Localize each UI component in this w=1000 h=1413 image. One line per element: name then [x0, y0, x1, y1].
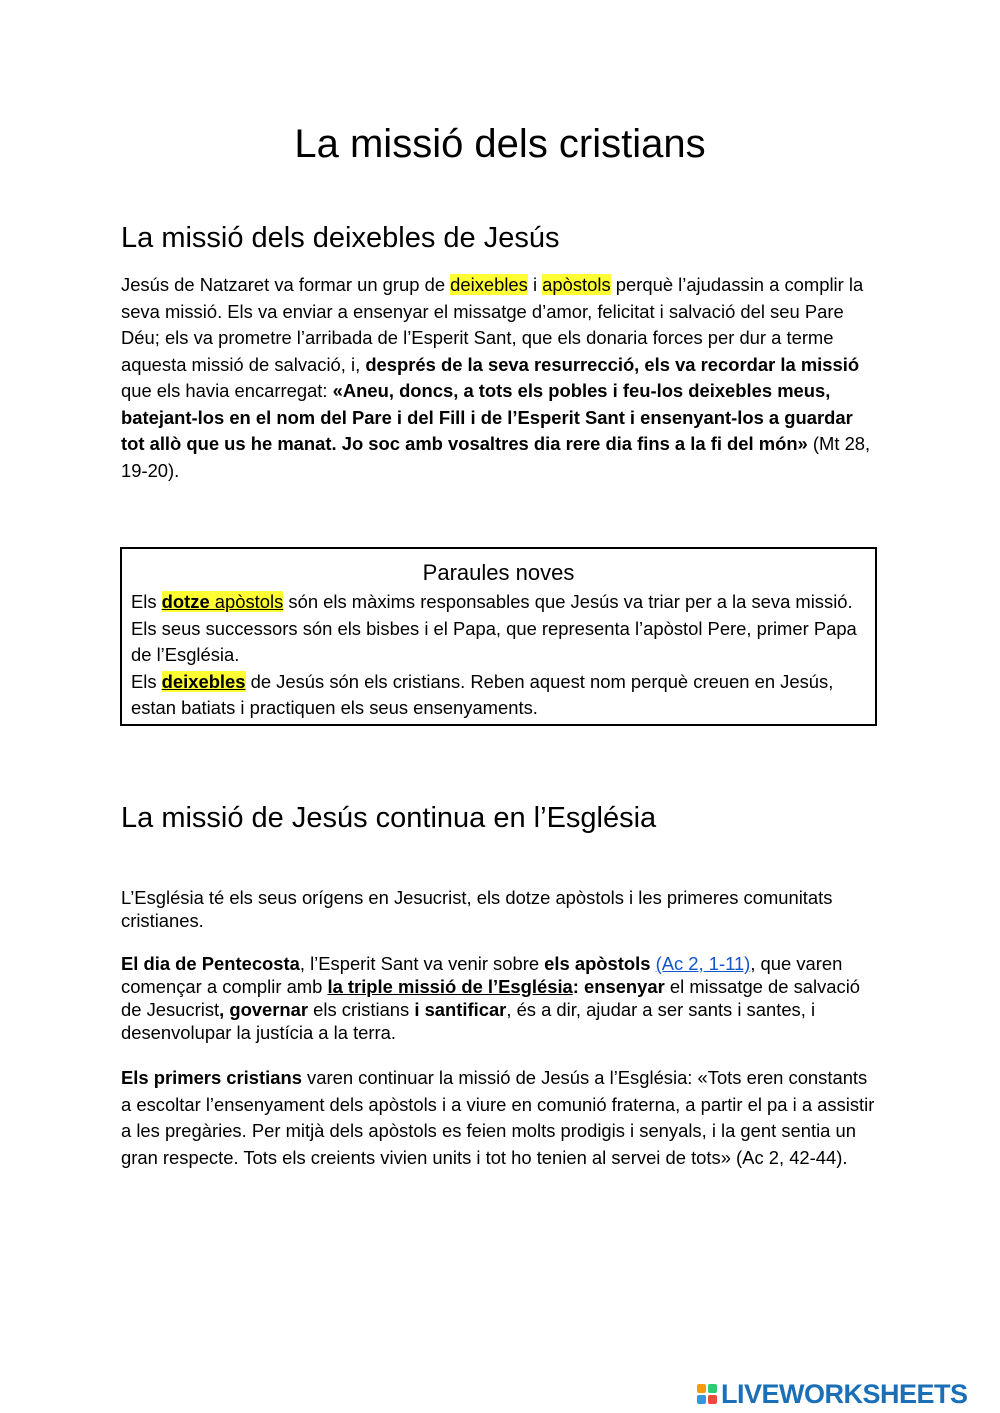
text-run: , que varen començar a complir amb — [121, 953, 843, 997]
vocabulary-box-text — [131, 589, 866, 722]
bold-text: El dia de Pentecosta — [121, 953, 300, 974]
text-run: els cristians — [308, 999, 415, 1020]
bold-text: dotze — [161, 591, 210, 612]
paragraph-origens: L’Església té els seus orígens en Jesucrist, els dotze apòstols i les primeres comunitats cristianes. — [121, 887, 833, 931]
bold-text: , governar — [219, 999, 309, 1020]
bold-text: els apòstols — [544, 953, 651, 974]
section-heading-deixebles: La missió dels deixebles de Jesús — [121, 222, 560, 254]
bold-underlined-text: la triple missió de l’Església — [327, 976, 573, 997]
bible-reference-link[interactable]: (Ac 2, 1-11) — [655, 953, 751, 974]
text-run: Els — [131, 670, 162, 692]
logo-text: LIVEWORKSHEETS — [721, 1378, 968, 1409]
section-paragraph-deixebles — [121, 272, 881, 484]
highlight-dotze-apostols — [162, 591, 284, 612]
text-run: apòstols — [209, 591, 284, 612]
paragraph-primers-cristians — [121, 1065, 881, 1171]
text-run: i — [527, 274, 543, 295]
paragraph-pentecosta — [121, 952, 881, 1044]
text-run: de Jesús són els cristians. Reben aquest nom perquè creuen en Jesús, estan batiats i practiquen els seus ensenyaments. — [131, 670, 834, 718]
text-run: Els — [131, 591, 162, 612]
page-title: La missió dels cristians — [294, 122, 706, 166]
text-run: , l’Esperit Sant va venir sobre — [299, 953, 545, 974]
highlight-deixebles: deixebles — [450, 274, 528, 295]
bold-text: : ensenyar — [572, 976, 665, 997]
text-run: són els màxims responsables que Jesús va triar per a la seva missió. Els seus successors són els bisbes i el Papa, que representa l’apòstol Pere, primer Papa de l’Església. — [131, 591, 857, 665]
liveworksheets-logo-icon — [697, 1384, 717, 1404]
text-run: , és a dir, ajudar a ser sants i santes, i desenvolupar la justícia a la terra. — [121, 999, 816, 1043]
text-run: varen continuar la missió de Jesús a l’Església: «Tots eren constants a escoltar l’ensenyament dels apòstols i a viure en comunió fraterna, a partir el pa i a assistir a les pregàries. Per mitjà dels apòstols es feien molts prodigis i senyals, i la gent sentia un gran respecte. Tots els creients vivien units i tot ho tenien al servei de tots» (Ac 2, 42-44). — [121, 1067, 875, 1168]
text-run: Jesús de Natzaret va formar un grup de — [121, 274, 451, 295]
bold-quote: «Aneu, doncs, a tots els pobles i feu-los deixebles meus, batejant-los en el nom del Pare i del Fill i de l’Esperit Sant i ensenyant-los a guardar tot allò que us he manat. Jo soc amb vosaltres dia rere dia fins a la fi del món» — [121, 380, 853, 454]
vocabulary-box-title: Paraules noves — [422, 560, 575, 585]
highlight-deixebles-term: deixebles — [161, 670, 246, 692]
section-heading-esglesia: La missió de Jesús continua en l’Església — [121, 802, 657, 834]
liveworksheets-logo — [697, 1380, 968, 1408]
bold-text: després de la seva resurrecció, els va recordar la missió — [365, 353, 860, 375]
citation: (Mt 28, 19-20). — [121, 433, 871, 481]
highlight-apostols: apòstols — [542, 274, 611, 295]
text-run: que els havia encarregat: — [121, 380, 333, 401]
vocabulary-box — [120, 547, 877, 726]
bold-text: i santificar — [414, 999, 507, 1020]
text-run: el missatge de salvació de Jesucrist — [121, 976, 861, 1020]
text-run: perquè l’ajudassin a complir la seva missió. Els va enviar a ensenyar el missatge d’amor, felicitat i salvació del seu Pare Déu; els va prometre l’arribada de l’Esperit Sant, que els donaria forces per dur a terme aquesta missió de salvació, i, — [121, 274, 864, 375]
bold-text: Els primers cristians — [121, 1067, 302, 1088]
